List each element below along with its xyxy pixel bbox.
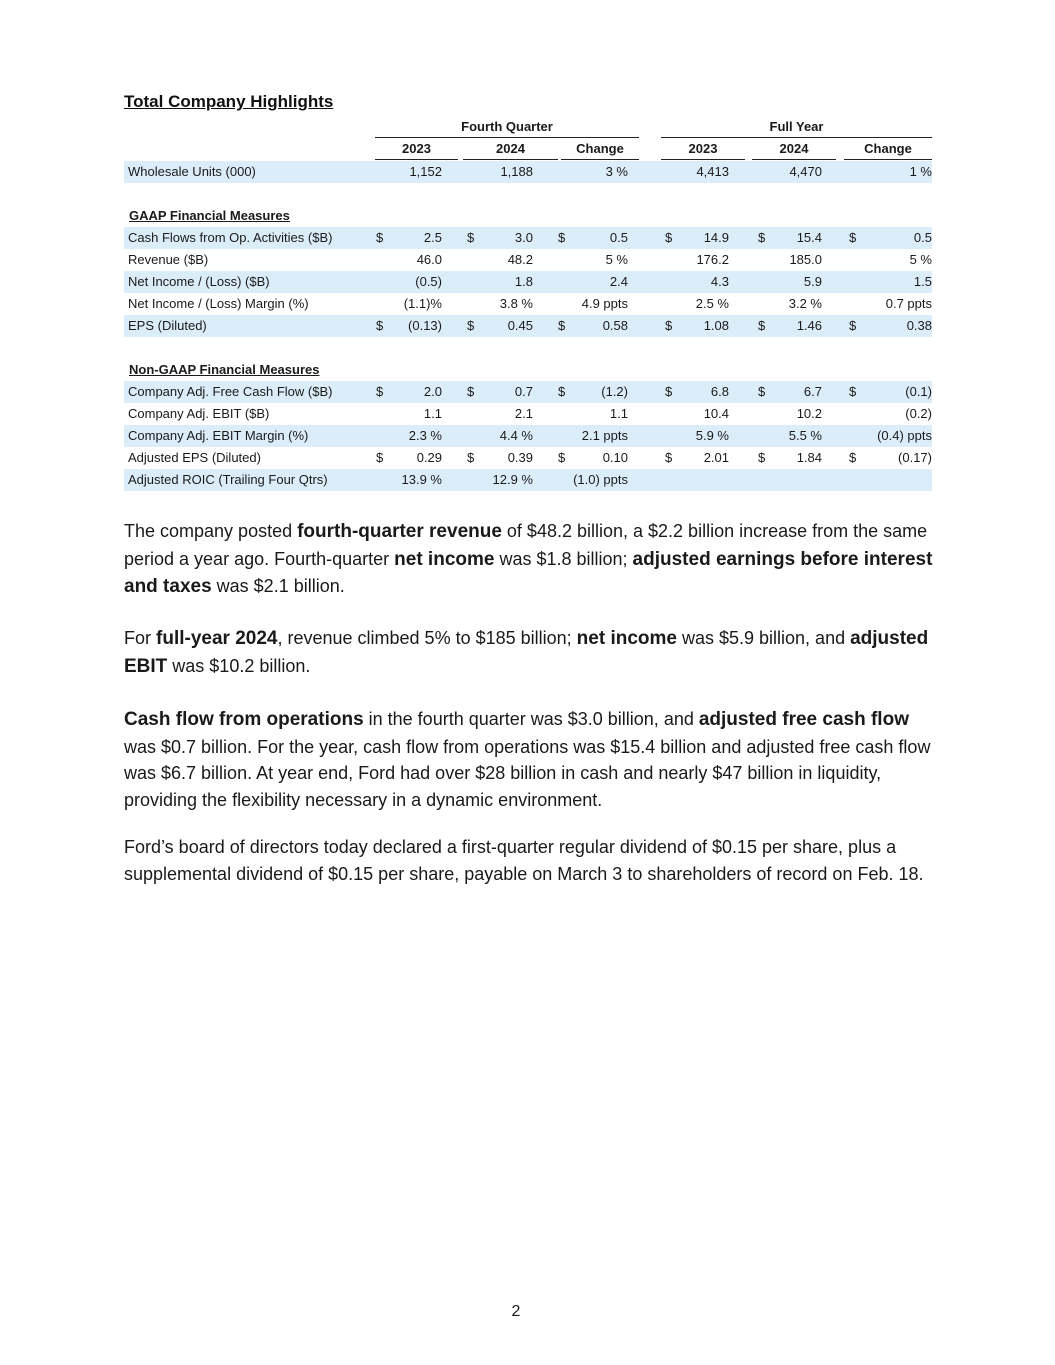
row-label: Wholesale Units (000) bbox=[128, 164, 256, 179]
cell-value: 1.84 bbox=[796, 450, 822, 465]
cell-value: 3 % bbox=[605, 164, 628, 179]
cell-value: 3.0 bbox=[514, 230, 533, 245]
row-label: Adjusted EPS (Diluted) bbox=[128, 450, 261, 465]
section-header-row bbox=[124, 359, 932, 381]
cell-value: 12.9 % bbox=[492, 472, 533, 487]
cell-value: 4,413 bbox=[696, 164, 729, 179]
row-label: Cash Flows from Op. Activities ($B) bbox=[128, 230, 333, 245]
text-run: was $5.9 billion, and bbox=[676, 628, 851, 648]
currency-symbol: $ bbox=[665, 384, 673, 399]
cell-value: 4,470 bbox=[789, 164, 822, 179]
cell-value: 1,152 bbox=[409, 164, 442, 179]
cell-value: 0.39 bbox=[507, 450, 533, 465]
currency-symbol: $ bbox=[558, 450, 566, 465]
row-label: Net Income / (Loss) Margin (%) bbox=[128, 296, 309, 311]
cell-value: 2.0 bbox=[423, 384, 442, 399]
table-row bbox=[124, 293, 932, 315]
bold-phrase: adjusted earnings before interest and taxes bbox=[124, 548, 933, 597]
currency-symbol: $ bbox=[467, 318, 475, 333]
cell-value: 3.2 % bbox=[788, 296, 822, 311]
currency-symbol: $ bbox=[467, 230, 475, 245]
cell-value: 0.45 bbox=[507, 318, 533, 333]
currency-symbol: $ bbox=[467, 450, 475, 465]
text-run: was $0.7 billion. For the year, cash flow from operations was $15.4 billion and adjusted free cash flow was $6.7 billion. At year end, Ford had over $28 billion in cash and nearly $47 billion in liquidity, providing the flexibility necessary in a dynamic environment. bbox=[124, 736, 931, 810]
currency-symbol: $ bbox=[849, 384, 857, 399]
row-label: Adjusted ROIC (Trailing Four Qtrs) bbox=[128, 472, 328, 487]
cell-value: 5 % bbox=[605, 252, 628, 267]
currency-symbol: $ bbox=[758, 384, 766, 399]
table-row bbox=[124, 249, 932, 271]
cell-value: 2.5 bbox=[423, 230, 442, 245]
currency-symbol: $ bbox=[376, 384, 384, 399]
cell-value: 1.08 bbox=[703, 318, 729, 333]
column-header: Change bbox=[561, 139, 639, 160]
cell-value: 15.4 bbox=[796, 230, 822, 245]
table-row bbox=[124, 271, 932, 293]
cell-value: 176.2 bbox=[696, 252, 729, 267]
cell-value: (0.13) bbox=[408, 318, 442, 333]
cell-value: 1.1 bbox=[423, 406, 442, 421]
cell-value: 10.4 bbox=[703, 406, 729, 421]
table-row bbox=[124, 469, 932, 491]
bold-phrase: adjusted free cash flow bbox=[698, 709, 909, 730]
column-header: 2023 bbox=[375, 139, 458, 160]
currency-symbol: $ bbox=[558, 384, 566, 399]
row-label: Revenue ($B) bbox=[128, 252, 209, 267]
text-run: of $48.2 billion, a $2.2 billion increase from the same period a year ago. Fourth-quarter bbox=[124, 521, 928, 569]
cell-value: 1 % bbox=[909, 164, 932, 179]
page-title: Total Company Highlights bbox=[124, 92, 334, 111]
cell-value: 4.9 ppts bbox=[581, 296, 628, 311]
cell-value: 10.2 bbox=[796, 406, 822, 421]
cell-value: 2.5 % bbox=[695, 296, 729, 311]
cell-value: (0.2) bbox=[905, 406, 932, 421]
cell-value: 2.1 ppts bbox=[581, 428, 628, 443]
cell-value: 5 % bbox=[909, 252, 932, 267]
text-run: , revenue climbed 5% to $185 billion; bbox=[277, 628, 577, 648]
section-heading: GAAP Financial Measures bbox=[129, 208, 290, 223]
cell-value: 13.9 % bbox=[401, 472, 442, 487]
table-row bbox=[124, 447, 932, 469]
cell-value: (0.1) bbox=[905, 384, 932, 399]
row-label: EPS (Diluted) bbox=[128, 318, 207, 333]
cell-value: 2.01 bbox=[703, 450, 729, 465]
cell-value: 1.46 bbox=[796, 318, 822, 333]
cell-value: (1.2) bbox=[601, 384, 628, 399]
currency-symbol: $ bbox=[849, 230, 857, 245]
section-heading: Non-GAAP Financial Measures bbox=[129, 362, 320, 377]
currency-symbol: $ bbox=[376, 318, 384, 333]
text-run: in the fourth quarter was $3.0 billion, and bbox=[363, 709, 699, 729]
column-header-row bbox=[124, 139, 932, 161]
cell-value: 1.8 bbox=[514, 274, 533, 289]
row-label: Company Adj. EBIT ($B) bbox=[128, 406, 270, 421]
currency-symbol: $ bbox=[665, 450, 673, 465]
table-row bbox=[124, 425, 932, 447]
currency-symbol: $ bbox=[376, 230, 384, 245]
paragraph-full-year bbox=[124, 625, 936, 680]
currency-symbol: $ bbox=[758, 230, 766, 245]
text-run: was $1.8 billion; bbox=[494, 548, 633, 569]
cell-value: 1,188 bbox=[500, 164, 533, 179]
cell-value: 2.3 % bbox=[408, 428, 442, 443]
currency-symbol: $ bbox=[758, 318, 766, 333]
currency-symbol: $ bbox=[376, 450, 384, 465]
table-row bbox=[124, 161, 932, 183]
bold-phrase: full-year 2024 bbox=[156, 628, 278, 649]
section-header-row bbox=[124, 205, 932, 227]
column-header: 2024 bbox=[463, 139, 558, 160]
bold-phrase: net income bbox=[576, 628, 677, 649]
currency-symbol: $ bbox=[558, 230, 566, 245]
column-header: Change bbox=[844, 139, 932, 160]
cell-value: 5.9 % bbox=[695, 428, 729, 443]
cell-value: 1.5 bbox=[913, 274, 932, 289]
column-header: 2024 bbox=[752, 139, 836, 160]
cell-value: 5.5 % bbox=[788, 428, 822, 443]
paragraph-cash-flow bbox=[124, 706, 936, 813]
spacer-row bbox=[124, 183, 932, 205]
cell-value: 0.10 bbox=[602, 450, 628, 465]
cell-value: 6.7 bbox=[803, 384, 822, 399]
row-label: Net Income / (Loss) ($B) bbox=[128, 274, 270, 289]
text-run: was $2.1 billion. bbox=[211, 576, 345, 596]
cell-value: (1.0) ppts bbox=[573, 472, 628, 487]
cell-value: 2.4 bbox=[609, 274, 628, 289]
group-header: Fourth Quarter bbox=[375, 117, 639, 138]
text-run: Ford’s board of directors today declared a first-quarter regular dividend of $0.15 per share, plus a supplemental dividend of $0.15 per share, payable on March 3 to shareholders of record on Feb. 18. bbox=[124, 837, 924, 884]
currency-symbol: $ bbox=[665, 230, 673, 245]
group-header: Full Year bbox=[661, 117, 932, 138]
cell-value: 0.29 bbox=[416, 450, 442, 465]
cell-value: 4.4 % bbox=[499, 428, 533, 443]
currency-symbol: $ bbox=[849, 318, 857, 333]
spacer-row bbox=[124, 337, 932, 359]
cell-value: 2.1 bbox=[514, 406, 533, 421]
currency-symbol: $ bbox=[849, 450, 857, 465]
cell-value: (0.5) bbox=[415, 274, 442, 289]
cell-value: 14.9 bbox=[703, 230, 729, 245]
cell-value: 0.38 bbox=[906, 318, 932, 333]
cell-value: 5.9 bbox=[803, 274, 822, 289]
cell-value: 4.3 bbox=[710, 274, 729, 289]
cell-value: (1.1)% bbox=[403, 296, 442, 311]
column-header: 2023 bbox=[661, 139, 745, 160]
bold-phrase: net income bbox=[394, 548, 495, 570]
row-label: Company Adj. EBIT Margin (%) bbox=[128, 428, 309, 443]
row-label: Company Adj. Free Cash Flow ($B) bbox=[128, 384, 333, 399]
cell-value: (0.17) bbox=[898, 450, 932, 465]
currency-symbol: $ bbox=[665, 318, 673, 333]
table-row bbox=[124, 403, 932, 425]
cell-value: 46.0 bbox=[416, 252, 442, 267]
table-row bbox=[124, 227, 932, 249]
text-run: For bbox=[124, 628, 157, 648]
cell-value: 185.0 bbox=[789, 252, 822, 267]
cell-value: 0.5 bbox=[609, 230, 628, 245]
cell-value: 48.2 bbox=[507, 252, 533, 267]
text-run: was $10.2 billion. bbox=[167, 655, 311, 676]
currency-symbol: $ bbox=[558, 318, 566, 333]
page-number: 2 bbox=[511, 1303, 521, 1320]
bold-phrase: Cash flow from operations bbox=[124, 709, 364, 730]
paragraph-q4-results bbox=[124, 518, 936, 601]
table-row bbox=[124, 381, 932, 403]
cell-value: 3.8 % bbox=[499, 296, 533, 311]
text-run: The company posted bbox=[124, 521, 298, 541]
cell-value: 6.8 bbox=[710, 384, 729, 399]
bold-phrase: fourth-quarter revenue bbox=[297, 521, 502, 542]
group-header-row bbox=[124, 117, 932, 139]
paragraph-dividend bbox=[124, 834, 936, 887]
cell-value: 1.1 bbox=[609, 406, 628, 421]
bold-phrase: adjusted EBIT bbox=[124, 628, 929, 677]
table-row bbox=[124, 315, 932, 337]
cell-value: (0.4) ppts bbox=[877, 428, 932, 443]
cell-value: 0.7 bbox=[514, 384, 533, 399]
highlights-table bbox=[124, 117, 932, 491]
currency-symbol: $ bbox=[467, 384, 475, 399]
cell-value: 0.5 bbox=[913, 230, 932, 245]
cell-value: 0.7 ppts bbox=[885, 296, 932, 311]
currency-symbol: $ bbox=[758, 450, 766, 465]
cell-value: 0.58 bbox=[602, 318, 628, 333]
